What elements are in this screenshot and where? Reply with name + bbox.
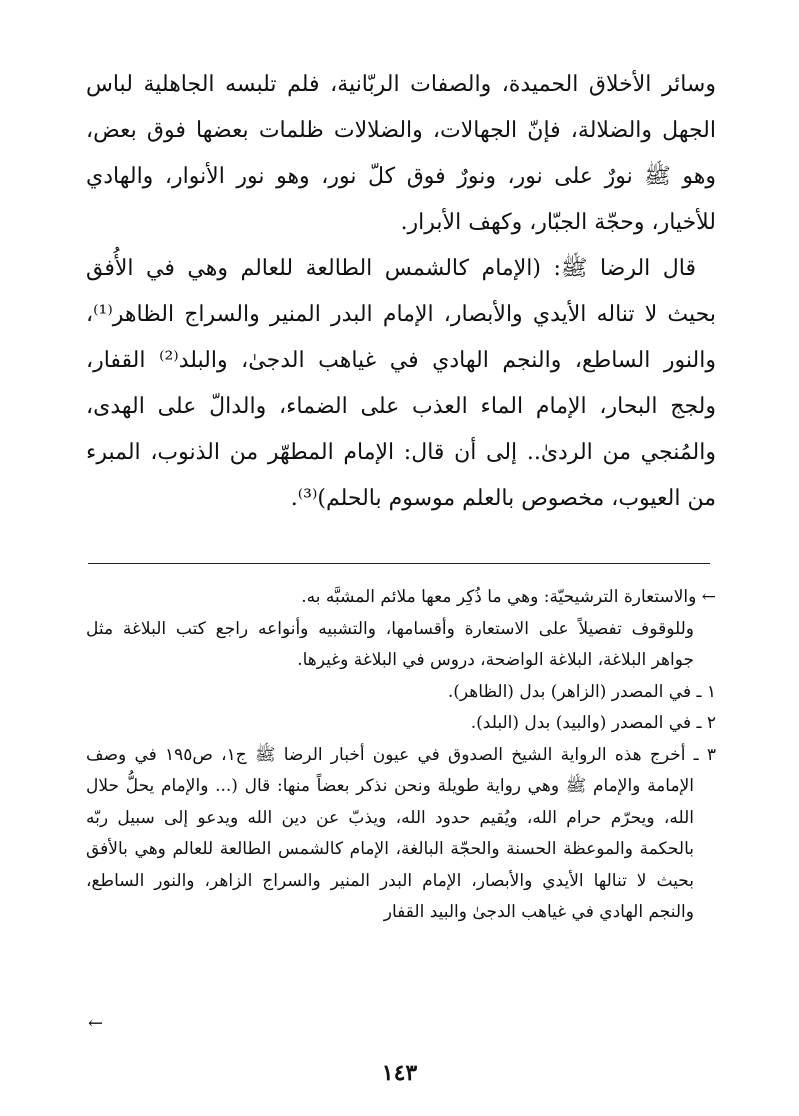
footnote-3: ٣ ـ أخرج هذه الرواية الشيخ الصدوق في عيون أخبار الرضا ﷺ ج١، ص١٩٥ في وصف الإمامة والإمام ﷺ وهي رواية طويلة ونحن نذكر بعضاً منها: قال (... والإمام يحلُّ حلال الله، ويحرّم حرام الله، ويُقيم حدود الله، ويذبّ عن دين الله ويدعو إلى سبيل ربّه بالحكمة والموعظة الحسنة والحجّة البالغة، الإمام كالشمس الطالعة للعالم وهي بالأفق بحيث لا تنالها الأيدي والأبصار، الإمام البدر المنير والسراج الزاهر، والنور الساطع، والنجم الهادي في غياهب الدجىٰ والبيد القفار (86, 744, 716, 922)
footnote-divider (88, 563, 710, 564)
main-text-body (86, 62, 716, 522)
footnote-continuation-line-1: ← والاستعارة الترشيحيّة: وهي ما ذُكِر معها ملائم المشبَّه به. (301, 587, 716, 607)
page-number: ١٤٣ (381, 1060, 418, 1086)
footnote-2: ٢ ـ في المصدر (والبيد) بدل (البلد). (470, 713, 716, 733)
continue-arrow-icon: ← (88, 1013, 104, 1034)
footnote-continuation-line-2: وللوقوف تفصيلاً على الاستعارة وأقسامها، والتشبيه وأنواعه راجع كتب البلاغة مثل جواهر البلاغة، البلاغة الواضحة، دروس في البلاغة وغيرها. (86, 618, 694, 670)
footnotes-section (86, 582, 716, 929)
footnote-1: ١ ـ في المصدر (الزاهر) بدل (الظاهر). (447, 681, 716, 702)
main-paragraph-1: وسائر الأخلاق الحميدة، والصفات الربّانية، فلم تلبسه الجاهلية لباس الجهل والضلالة، فإنّ الجهالات، والضلالات ظلمات بعضها فوق بعض، وهو ﷺ نورٌ على نور، ونورٌ فوق كلّ نور، وهو نور الأنوار، والهادي للأخيار، وحجّة الجبّار، وكهف الأبرار. (86, 72, 716, 235)
main-paragraph-2: قال الرضا ﷺ: (الإمام كالشمس الطالعة للعالم وهي في الأُفق بحيث لا تناله الأيدي والأبصار، الإمام البدر المنير والسراج الظاهر⁽¹⁾، والنور الساطع، والنجم الهادي في غياهب الدجىٰ، والبلد⁽²⁾ القفار، ولجج البحار، الإمام الماء العذب على الضماء، والدالّ على الهدى، والمُنجي من الردىٰ.. إلى أن قال: الإمام المطهّر من الذنوب، المبرء من العيوب، مخصوص بالعلم موسوم بالحلم)⁽³⁾. (86, 256, 716, 511)
